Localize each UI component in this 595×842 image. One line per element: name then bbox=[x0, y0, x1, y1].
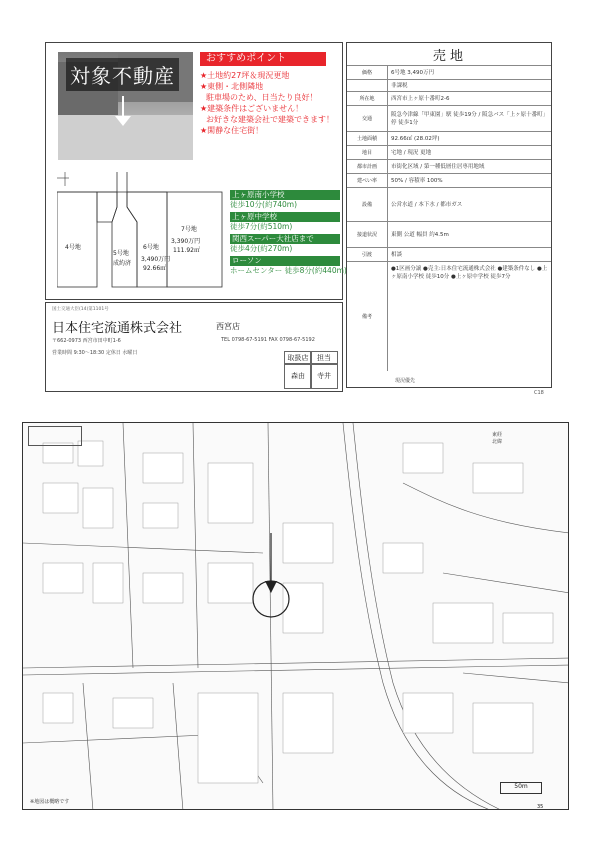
price-value: 6号地 3,490万円 bbox=[391, 70, 434, 76]
facility-name: ローソン bbox=[230, 256, 340, 266]
point-item: ★土地約27坪＆現況更地 bbox=[200, 71, 290, 80]
facility-walk: 徒歩7分(約510m) bbox=[230, 222, 293, 231]
utilities-value: 公営水道 / 本下水 / 都市ガス bbox=[391, 202, 463, 208]
transport-value: 阪急今津線「甲東園」駅 徒歩19分 / 阪急バス「上ヶ原十番町」停 徒歩1分 bbox=[391, 112, 549, 126]
facility-name: 上ヶ原南小学校 bbox=[230, 190, 340, 200]
company-hours: 営業時間 9:30〜18:30 定休日 水曜日 bbox=[52, 350, 138, 356]
license-note: 国土交通大臣(14)第1101号 bbox=[52, 307, 109, 312]
point-item: お好きな建築会社で建築できます！ bbox=[206, 115, 334, 124]
map-scale: 50m bbox=[500, 782, 542, 794]
lot-6-price: 3,490万円 bbox=[141, 256, 171, 263]
recommend-points-list bbox=[200, 70, 340, 136]
remarks-value: ●1区画分譲 ●売主:日本住宅流通株式会社 ●建築条件なし ●上ヶ原南小学校 徒歩10分 ●上ヶ原中学校 徒歩7分 bbox=[391, 266, 548, 280]
lot-7-price: 3,390万円 bbox=[171, 238, 201, 245]
lot-plan-drawing bbox=[57, 172, 227, 292]
lot-6-label: 6号地 bbox=[143, 244, 159, 251]
area-map bbox=[22, 422, 569, 810]
sign-label-store: 取扱店 bbox=[284, 351, 312, 365]
lot-4-label: 4号地 bbox=[65, 244, 81, 251]
page-code: C18 bbox=[534, 390, 544, 396]
sign-label-staff: 担当 bbox=[310, 351, 338, 365]
land-category-value: 宅地 / 現況 更地 bbox=[391, 150, 432, 156]
point-item: ★閑静な住宅街！ bbox=[200, 126, 264, 135]
recommend-points-heading: おすすめポイント bbox=[200, 52, 326, 66]
point-item: ★建築条件はございません！ bbox=[200, 104, 304, 113]
point-item: ★東側・北側隣地 bbox=[200, 82, 264, 91]
address-value: 西宮市上ヶ原十番町2-6 bbox=[391, 96, 450, 102]
facility-walk: ホームセンター 徒歩8分(約440m) bbox=[230, 266, 347, 275]
company-branch: 西宮店 bbox=[216, 322, 240, 331]
map-drawing bbox=[23, 423, 569, 810]
map-coordinates: 東経 北緯 bbox=[492, 432, 503, 445]
sheet-footer: 現況優先 bbox=[395, 378, 416, 384]
map-footnote: ※地図は概略です bbox=[30, 799, 70, 805]
tax-status: 非課税 bbox=[391, 83, 408, 89]
lot-6-area: 92.66㎡ bbox=[143, 265, 167, 272]
lot-5-label: 5号地 bbox=[113, 250, 129, 257]
arrow-down-icon bbox=[122, 96, 124, 118]
road-access-value: 東側 公道 幅員 約4.5m bbox=[391, 232, 449, 238]
company-tel: TEL 0798-67-5191 FAX 0798-67-5192 bbox=[221, 337, 315, 343]
property-spec-sheet: 売 地 価格 6号地 3,490万円 非課税 所在地 西宮市上ヶ原十番町2-6 交通 阪急今津線「甲東園」駅 徒歩19分 / 阪急バス「上ヶ原十番町」停 徒歩1分 土地面積 92.66㎡ (28.02坪) 地目 宅地 / 現況 更地 都市計画 市街化区域 / 第一種低層住居専用地域 建ぺい率 50% / 容積率 100% 設備 公営水道 / 本下水 / 都市ガス 接道状況 東側 公道 幅員 約4.5m 引渡 相談 備考 ●1区画分譲 ●売主:日本住宅流通株式会社 ●建築条件なし ●上ヶ原南小学校 徒歩10分 ●上ヶ原中学校 徒歩7分 現況優先 bbox=[346, 42, 552, 388]
lot-7-label: 7号地 bbox=[181, 226, 197, 233]
lot-5-note: 成約済 bbox=[113, 260, 132, 267]
zoning-value: 市街化区域 / 第一種低層住居専用地域 bbox=[391, 164, 485, 170]
staff-stamp-1: 森由 bbox=[284, 363, 312, 389]
facility-walk: 徒歩10分(約740m) bbox=[230, 200, 298, 209]
facility-walk: 徒歩4分(約270m) bbox=[230, 244, 293, 253]
lot-plan bbox=[57, 172, 227, 292]
company-address: 〒662-0973 西宮市田中町1-6 bbox=[52, 338, 121, 344]
listing-kind: 売 地 bbox=[432, 48, 464, 64]
company-box bbox=[45, 302, 343, 392]
facility-name: 関西スーパー大社店まで bbox=[230, 234, 340, 244]
property-photo bbox=[58, 52, 193, 160]
company-name: 日本住宅流通株式会社 bbox=[52, 321, 183, 336]
photo-label: 対象不動産 bbox=[66, 58, 179, 91]
facility-name: 上ヶ原中学校 bbox=[230, 212, 340, 222]
staff-stamp-2: 寺井 bbox=[310, 363, 338, 389]
map-legend bbox=[28, 426, 82, 446]
coverage-value: 50% / 容積率 100% bbox=[391, 178, 443, 184]
lot-7-area: 111.92㎡ bbox=[173, 247, 200, 254]
land-area-value: 92.66㎡ (28.02坪) bbox=[391, 136, 440, 142]
nearby-facilities bbox=[230, 188, 347, 276]
handover-value: 相談 bbox=[391, 252, 403, 258]
map-page-number: 35 bbox=[537, 804, 544, 810]
point-item: 駐車場のため、日当たり良好！ bbox=[206, 93, 318, 102]
